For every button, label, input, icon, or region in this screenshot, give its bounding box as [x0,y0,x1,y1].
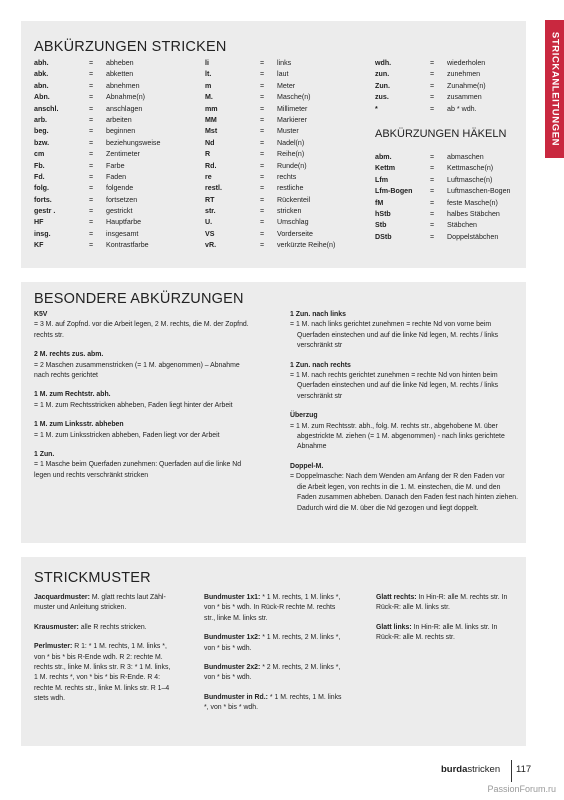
abbrev-term: li [205,59,209,67]
abbrev-equals: = [260,161,265,170]
abbrev-meaning: Markierer [277,115,307,124]
abbrev-term: Kettm [375,164,396,173]
abbrev-row [34,195,199,206]
abbrev-row [205,115,370,126]
abbrev-meaning: Faden [106,172,127,181]
abbrev-term: fM [375,198,384,207]
abbrev-row [375,220,525,231]
block-heading: Bundmuster 2x2: [204,664,261,672]
abbrev-meaning: Zunahme(n) [447,81,486,90]
block-heading: Jacquardmuster: [34,594,90,601]
abbrev-meaning: fortsetzen [106,195,138,204]
abbrev-meaning: laut [277,70,289,79]
abbrev-equals: = [89,172,94,181]
abbrev-term: wdh. [375,59,392,67]
abbrev-term: mm [205,104,218,113]
abbrev-row [34,138,199,149]
special-left-column [34,310,279,490]
text-block [204,633,374,654]
abbrev-meaning: Vorderseite [277,229,313,238]
abbrev-term: VS [205,229,215,238]
abbrev-row [375,198,525,209]
abbrev-row [375,58,525,69]
block-heading: 2 M. rechts zus. abm. [34,351,104,359]
block-line: In Hin-R: alle M. rechts str. In [416,594,508,601]
abbrev-row [205,104,370,115]
abbrev-row [375,209,525,220]
block-heading: 1 M. zum Linksstr. abheben [34,421,124,429]
abbrev-term: Abn. [34,93,50,102]
block-heading: 1 M. zum Rechtstr. abh. [34,391,111,399]
abbrev-meaning: Hauptfarbe [106,218,142,227]
text-block [34,642,204,704]
text-block [34,310,279,341]
text-block [376,593,526,614]
text-block [290,361,525,403]
abbreviations-knitting-box [21,21,526,268]
block-line: legen und rechts verschränkt stricken [34,471,149,479]
abbrev-term: abk. [34,70,49,79]
abbrev-row [34,126,199,137]
abbrev-term: Lfm [375,175,389,184]
abbrev-equals: = [260,59,265,67]
text-block [204,693,374,714]
abbrev-meaning: abheben [106,59,134,67]
abbrev-row [205,126,370,137]
block-line: = 1 M. zum Rechtsstr. abh., folg. M. rechts str., abgehobene M. über [290,422,498,430]
abbrev-equals: = [89,184,94,193]
abbrev-column-2 [205,58,370,252]
block-line: Querfaden einstechen und auf die linke Nd legen, M. rechts / links [297,382,499,390]
block-line: Faden zusammen abheben. Danach den Faden fest nach hinten ziehen. [297,494,519,502]
abbrev-meaning: Umschlag [277,218,309,227]
block-line: Rück-R: alle M. links str. [376,604,450,612]
block-heading: Glatt rechts: [376,594,417,601]
abbrev-meaning: halbes Stäbchen [447,209,500,218]
abbrev-equals: = [430,153,435,161]
abbrev-term: Mst [205,127,218,136]
abbrev-equals: = [89,104,94,113]
abbrev-row [34,172,199,183]
abbrev-meaning: Stäbchen [447,221,477,230]
abbrev-term: arb. [34,115,48,124]
abbrev-meaning: wiederholen [447,59,486,67]
block-heading: Bundmuster 1x2: [204,634,261,642]
abbrev-meaning: abnehmen [106,81,140,90]
abbrev-equals: = [430,81,435,90]
abbrev-meaning: Luftmaschen-Bogen [447,187,511,196]
abbrev-term: vR. [205,241,217,250]
abbrev-column-3 [375,58,525,115]
block-heading: Überzug [290,412,318,420]
block-line: von * bis * bis R-Ende wdh. R 2: rechte M. [34,653,163,661]
abbrev-row [375,186,525,197]
abbrev-row [205,206,370,217]
abbrev-equals: = [260,184,265,193]
abbrev-row [205,138,370,149]
abbrev-row [205,217,370,228]
abbrev-term: Fb. [34,161,45,170]
abbrev-row [34,104,199,115]
abbrev-row [34,149,199,160]
abbrev-equals: = [260,172,265,181]
text-block [34,450,279,481]
block-line: M. glatt rechts laut Zähl- [89,594,166,601]
block-line: *, von * bis * wdh. [204,704,259,712]
block-line: abgestrickte M. ziehen (= 1 M. abgenommen) - nach links gerichtete [297,433,505,441]
block-line: Dadurch wird die M. über die Nd gezogen und liegt doppelt. [297,504,479,512]
abbrev-term: Zun. [375,81,390,90]
abbrev-term: HF [34,218,44,227]
abbrev-equals: = [260,229,265,238]
block-heading: Doppel-M. [290,462,324,470]
block-line: = 1 Masche beim Querfaden zunehmen: Querfaden auf die linke Nd [34,461,242,469]
abbrev-meaning: Reihe(n) [277,150,305,159]
block-line: R 1: * 1 M. rechts, 1 M. links *, [72,643,167,651]
box-title: STRICKMUSTER [34,570,151,586]
abbrev-equals: = [430,93,435,102]
abbrev-meaning: Abnahme(n) [106,93,146,102]
pattern-column-3 [376,593,526,653]
abbrev-meaning: zunehmen [447,70,481,79]
block-line: * 1 M. rechts, 1 M. links [267,693,342,701]
abbrev-meaning: feste Masche(n) [447,198,498,207]
abbrev-term: folg. [34,184,49,193]
abbrev-equals: = [430,221,435,230]
block-line: rechts str. [34,331,64,339]
block-line: = 1 M. zum Rechtsstricken abheben, Faden liegt hinter der Arbeit [34,401,233,409]
block-line: In Hin-R: alle M. links str. In [411,623,498,631]
abbrev-meaning: Muster [277,127,299,136]
abbrev-row [205,58,370,69]
abbrev-meaning: Masche(n) [277,93,311,102]
block-line: von * bis * wdh. In Rück-R rechte M. rechts [204,604,336,612]
abbrev-row [205,69,370,80]
abbrev-row [205,229,370,240]
abbrev-term: * [375,104,378,113]
abbrev-term: cm [34,150,45,159]
abbrev-term: RT [205,195,215,204]
block-heading: Glatt links: [376,623,412,631]
abbrev-meaning: ab * wdh. [447,104,477,113]
block-line: von * bis * wdh. [204,674,252,682]
abbrev-equals: = [260,207,265,216]
block-line: * 1 M. rechts, 1 M. links *, [260,594,341,601]
block-heading: Perlmuster: [34,643,73,651]
abbrev-row [205,81,370,92]
text-block [34,593,204,614]
abbrev-row [375,104,525,115]
abbrev-equals: = [89,218,94,227]
abbrev-equals: = [260,127,265,136]
abbrev-row [34,92,199,103]
page-number: 117 [516,764,532,775]
abbrev-equals: = [430,209,435,218]
abbrev-row [34,217,199,228]
abbrev-row [34,206,199,217]
abbrev-equals: = [430,187,435,196]
abbrev-meaning: Doppelstäbchen [447,232,499,241]
text-block [290,462,525,514]
abbrev-row [34,229,199,240]
abbrev-column-1 [34,58,199,252]
box-title: ABKÜRZUNGEN STRICKEN [34,39,227,55]
abbrev-term: abm. [375,153,392,161]
abbrev-equals: = [260,195,265,204]
abbrev-meaning: arbeiten [106,115,132,124]
block-line: Querfaden einstechen und auf die linke Nd legen, M. rechts / links [297,331,499,339]
abbrev-meaning: beginnen [106,127,136,136]
block-line: nach rechts gerichtet [34,372,98,380]
abbrev-meaning: Farbe [106,161,125,170]
block-line: = Doppelmasche: Nach dem Wenden am Anfang der R den Faden vor [290,473,505,481]
abbrev-equals: = [260,70,265,79]
abbrev-term: abn. [34,81,49,90]
abbrev-term: KF [34,241,44,250]
abbrev-meaning: restliche [277,184,304,193]
text-block [204,663,374,684]
abbrev-row [375,92,525,103]
abbrev-term: m [205,81,212,90]
watermark: PassionForum.ru [487,784,556,794]
block-line: = 1 M. nach links gerichtet zunehmen = rechte Nd von vorne beim [290,321,492,329]
block-line: rechts str., linke M. links str. R 3: * 1 M. links, [34,664,171,672]
abbrev-meaning: Kettmasche(n) [447,164,494,173]
block-line: = 1 M. zum Linksstricken abheben, Faden liegt vor der Arbeit [34,431,220,439]
abbrev-equals: = [430,175,435,184]
abbrev-equals: = [260,150,265,159]
block-line: stets wdh. [34,695,66,703]
abbrev-equals: = [260,81,265,90]
abbrev-term: R [205,150,211,159]
abbrev-equals: = [89,229,94,238]
abbrev-meaning: gestrickt [106,207,133,216]
abbrev-term: Nd [205,138,215,147]
special-right-column [290,310,525,523]
abbrev-meaning: Kontrastfarbe [106,241,149,250]
block-line: verschränkt str [297,342,343,350]
abbrev-term: re [205,172,212,181]
abbrev-row [205,240,370,251]
abbrev-row [375,69,525,80]
abbrev-term: Lfm-Bogen [375,187,413,196]
block-line: * 2 M. rechts, 2 M. links *, [260,664,341,672]
abbrev-row [375,232,525,243]
text-block [34,350,279,381]
text-block [204,593,374,624]
abbrev-row [205,195,370,206]
abbrev-term: bzw. [34,138,50,147]
abbrev-equals: = [89,93,94,102]
stitch-patterns-box [21,557,526,746]
abbrev-row [205,172,370,183]
abbrev-meaning: Zentimeter [106,150,140,159]
abbrev-equals: = [89,241,94,250]
text-block [34,390,279,411]
abbrev-meaning: Runde(n) [277,161,307,170]
abbrev-term: MM [205,115,217,124]
abbrev-row [34,161,199,172]
pattern-column-1 [34,593,204,714]
abbrev-meaning: anschlagen [106,104,143,113]
abbrev-term: anschl. [34,104,59,113]
block-heading: Bundmuster 1x1: [204,594,261,601]
abbrev-term: zun. [375,70,390,79]
box-title: BESONDERE ABKÜRZUNGEN [34,291,244,307]
block-line: von * bis * wdh. [204,644,252,652]
abbrev-term: M. [205,93,213,102]
abbrev-meaning: zusammen [447,93,482,102]
abbrev-term: str. [205,207,216,216]
abbrev-row [34,115,199,126]
abbrev-equals: = [89,195,94,204]
abbrev-term: Rd. [205,161,217,170]
block-line: = 3 M. auf Zopfnd. vor die Arbeit legen, 2 M. rechts, die M. der Zopfnd. [34,321,249,329]
abbrev-equals: = [89,138,94,147]
abbrev-meaning: Meter [277,81,296,90]
text-block [376,623,526,644]
abbrev-term: Fd. [34,172,45,181]
abbrev-term: Stb [375,221,387,230]
abbrev-equals: = [430,104,435,113]
abbrev-row [375,175,525,186]
block-line: rechte M. rechts str., linke M. links str. R 1–4 [34,684,170,692]
abbrev-meaning: abketten [106,70,134,79]
abbrev-term: insg. [34,229,51,238]
abbrev-meaning: Nadel(n) [277,138,305,147]
abbrev-term: hStb [375,209,391,218]
abbrev-row [34,81,199,92]
abbrev-row [375,152,525,163]
abbrev-term: forts. [34,195,52,204]
abbrev-equals: = [260,138,265,147]
abbrev-meaning: insgesamt [106,229,139,238]
section-tab: STRICKANLEITUNGEN [545,20,564,158]
abbrev-row [205,183,370,194]
abbrev-equals: = [260,104,265,113]
special-abbreviations-box [21,282,526,543]
block-heading: 1 Zun. nach links [290,311,346,318]
block-line: muster und Anleitung stricken. [34,604,127,612]
abbrev-meaning: links [277,59,292,67]
abbrev-equals: = [430,164,435,173]
abbrev-term: beg. [34,127,49,136]
abbrev-row [205,161,370,172]
block-line: 1 M. rechts *, von * bis * bis R-Ende. R 4: [34,674,160,682]
block-line: = 2 Maschen zusammenstricken (= 1 M. abgenommen) – Abnahme [34,361,240,369]
pattern-column-2 [204,593,374,723]
abbrev-row [34,183,199,194]
block-line: = 1 M. nach rechts gerichtet zunehmen = rechte Nd von hinten beim [290,372,498,380]
abbrev-equals: = [260,218,265,227]
abbrev-equals: = [89,127,94,136]
abbrev-term: zus. [375,93,389,102]
text-block [290,411,525,453]
block-heading: Bundmuster in Rd.: [204,693,268,701]
abbrev-term: gestr . [34,207,56,216]
block-line: Rück-R: alle M. rechts str. [376,634,455,642]
text-block [290,310,525,352]
block-line: alle R rechts stricken. [78,623,147,631]
abbrev-row [34,240,199,251]
abbrev-row [375,81,525,92]
abbrev-row [34,58,199,69]
crochet-subtitle: ABKÜRZUNGEN HÄKELN [375,128,507,140]
abbrev-term: DStb [375,232,392,241]
abbrev-row [205,92,370,103]
block-heading: 1 Zun. nach rechts [290,361,351,369]
abbrev-equals: = [260,93,265,102]
block-line: * 1 M. rechts, 2 M. links *, [260,634,341,642]
abbrev-term: U. [205,218,213,227]
abbrev-equals: = [430,59,435,67]
abbrev-meaning: Rückenteil [277,195,311,204]
abbrev-equals: = [430,232,435,241]
abbrev-meaning: Luftmasche(n) [447,175,493,184]
abbrev-row [205,149,370,160]
abbrev-meaning: verkürzte Reihe(n) [277,241,336,250]
abbrev-equals: = [260,241,265,250]
block-heading: 1 Zun. [34,451,55,459]
abbrev-equals: = [430,70,435,79]
text-block [34,623,204,633]
block-line: verschränkt str [297,392,343,400]
abbrev-meaning: stricken [277,207,302,216]
abbrev-term: lt. [205,70,212,79]
abbrev-term: abh. [34,59,49,67]
page-divider [511,760,512,782]
abbrev-column-4 [375,152,525,243]
footer-brand: burdastricken [441,764,501,775]
abbrev-term: restl. [205,184,222,193]
abbrev-row [375,163,525,174]
abbrev-equals: = [89,115,94,124]
abbrev-equals: = [430,198,435,207]
abbrev-meaning: folgende [106,184,134,193]
text-block [34,420,279,441]
abbrev-equals: = [89,150,94,159]
abbrev-meaning: beziehungsweise [106,138,161,147]
block-heading: Krausmuster: [34,623,79,631]
abbrev-meaning: abmaschen [447,153,484,161]
abbrev-meaning: rechts [277,172,297,181]
abbrev-equals: = [89,161,94,170]
block-line: Abnahme [297,443,327,451]
abbrev-equals: = [89,70,94,79]
block-heading: K5V [34,311,48,318]
abbrev-equals: = [89,59,94,67]
block-line: die Arbeit legen, von rechts in die 1. M. einstechen, die M. und den [297,483,501,491]
abbrev-row [34,69,199,80]
abbrev-equals: = [89,81,94,90]
block-line: str., linke M. links str. [204,614,268,622]
abbrev-equals: = [89,207,94,216]
abbrev-meaning: Millimeter [277,104,308,113]
abbrev-equals: = [260,115,265,124]
